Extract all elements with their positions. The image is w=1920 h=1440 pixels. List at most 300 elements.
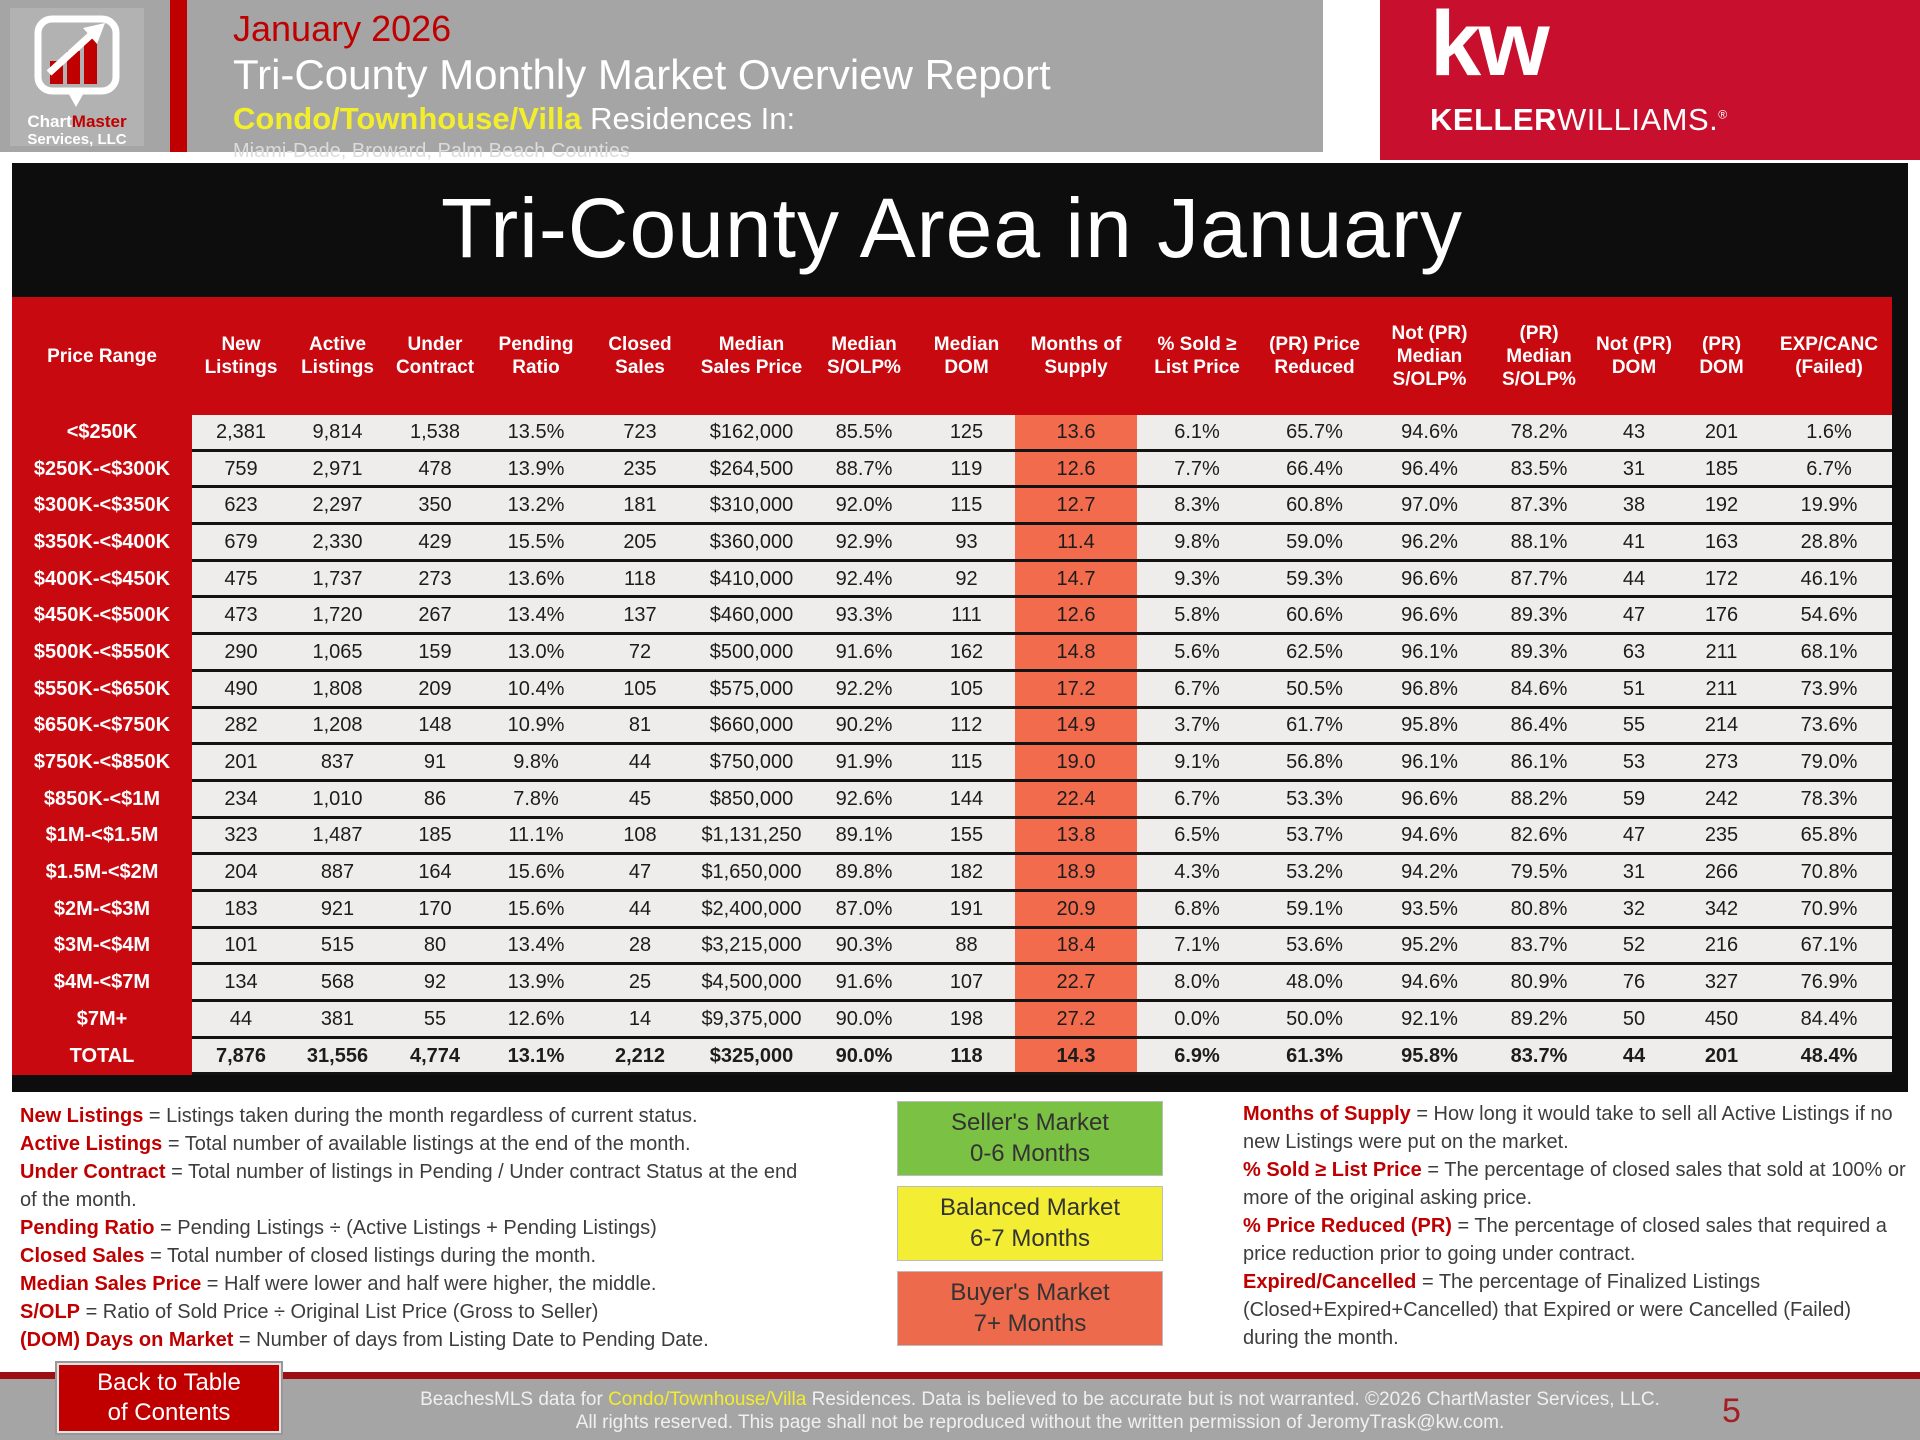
back-to-toc-button[interactable] [57, 1363, 281, 1433]
data-cell: 73.6% [1766, 707, 1892, 744]
data-cell: 204 [192, 854, 290, 891]
footer-divider [0, 1372, 1920, 1379]
data-cell: 6.5% [1137, 817, 1257, 854]
data-cell: 163 [1677, 524, 1766, 561]
data-cell: 55 [1591, 707, 1677, 744]
data-cell: 198 [918, 1001, 1015, 1038]
table-row [12, 487, 1892, 524]
table-row [12, 964, 1892, 1001]
data-cell: 172 [1677, 560, 1766, 597]
data-cell: 192 [1677, 487, 1766, 524]
data-cell: 93.3% [810, 597, 918, 634]
data-cell: $460,000 [693, 597, 810, 634]
data-cell: 95.8% [1372, 1037, 1487, 1074]
table-row [12, 597, 1892, 634]
report-title: Tri-County Monthly Market Overview Report [233, 51, 1051, 98]
header-red-stripe [170, 0, 187, 152]
data-cell: 91 [385, 744, 485, 781]
data-cell: 201 [1677, 415, 1766, 450]
data-cell: 91.6% [810, 634, 918, 671]
data-cell: 76.9% [1766, 964, 1892, 1001]
data-cell: $850,000 [693, 780, 810, 817]
data-cell: 205 [587, 524, 693, 561]
data-cell: 8.0% [1137, 964, 1257, 1001]
data-cell: $360,000 [693, 524, 810, 561]
data-cell: $660,000 [693, 707, 810, 744]
data-cell: 47 [1591, 597, 1677, 634]
data-cell: 290 [192, 634, 290, 671]
data-cell: 9,814 [290, 415, 385, 450]
data-cell: 155 [918, 817, 1015, 854]
column-header: Pending Ratio [485, 297, 587, 415]
data-cell: 89.1% [810, 817, 918, 854]
data-cell: 87.0% [810, 890, 918, 927]
table-row [12, 927, 1892, 964]
data-cell: 95.2% [1372, 927, 1487, 964]
report-month: January 2026 [233, 8, 452, 49]
data-cell: 235 [1677, 817, 1766, 854]
data-cell: 61.7% [1257, 707, 1372, 744]
data-cell: 32 [1591, 890, 1677, 927]
months-of-supply-cell: 27.2 [1015, 1001, 1137, 1038]
data-cell: 887 [290, 854, 385, 891]
months-of-supply-cell: 19.0 [1015, 744, 1137, 781]
data-cell: 85.5% [810, 415, 918, 450]
data-cell: 137 [587, 597, 693, 634]
column-header: Active Listings [290, 297, 385, 415]
data-cell: 101 [192, 927, 290, 964]
data-cell: 4,774 [385, 1037, 485, 1074]
legend-title: Buyer's Market [950, 1279, 1110, 1306]
market-table [12, 297, 1892, 1075]
counties-line: Miami-Dade, Broward, Palm Beach Counties [233, 140, 630, 162]
data-cell: 80.9% [1487, 964, 1591, 1001]
data-cell: 450 [1677, 1001, 1766, 1038]
data-cell: 92.2% [810, 670, 918, 707]
data-cell: 47 [587, 854, 693, 891]
legend-title: Balanced Market [939, 1194, 1121, 1221]
column-header: Median DOM [918, 297, 1015, 415]
definition-text: = How long it would take to sell all Active Listings if no new Listings were put on the market. [1243, 1103, 1893, 1153]
data-cell: 679 [192, 524, 290, 561]
definition-text: = Half were lower and half were higher, the middle. [201, 1273, 657, 1295]
data-cell: 59.0% [1257, 524, 1372, 561]
price-range-cell: $850K-<$1M [12, 780, 192, 817]
data-cell: 86.1% [1487, 744, 1591, 781]
data-cell: 19.9% [1766, 487, 1892, 524]
data-cell: 50.5% [1257, 670, 1372, 707]
keller-williams-logo [1380, 0, 1920, 160]
column-header: Price Range [12, 297, 192, 415]
data-cell: 59 [1591, 780, 1677, 817]
column-header: % Sold ≥ List Price [1137, 297, 1257, 415]
data-cell: 84.6% [1487, 670, 1591, 707]
definitions-left [20, 1102, 798, 1354]
data-cell: 44 [192, 1001, 290, 1038]
data-cell: 96.4% [1372, 450, 1487, 487]
data-cell: 94.6% [1372, 964, 1487, 1001]
data-cell: 1,065 [290, 634, 385, 671]
data-cell: 191 [918, 890, 1015, 927]
table-row [12, 415, 1892, 450]
definition-text: = Total number of listings in Pending / Under contract Status at the end of the month. [20, 1161, 798, 1211]
data-cell: 623 [192, 487, 290, 524]
data-cell: 56.8% [1257, 744, 1372, 781]
subtitle-rest: Residences In: [581, 101, 796, 136]
definition-line [1243, 1156, 1911, 1212]
data-cell: 60.8% [1257, 487, 1372, 524]
data-cell: 90.2% [810, 707, 918, 744]
data-cell: 234 [192, 780, 290, 817]
data-cell: 44 [587, 744, 693, 781]
data-cell: $310,000 [693, 487, 810, 524]
data-cell: 78.2% [1487, 415, 1591, 450]
months-of-supply-cell: 18.4 [1015, 927, 1137, 964]
data-cell: 44 [587, 890, 693, 927]
data-cell: 7.1% [1137, 927, 1257, 964]
data-cell: 53.6% [1257, 927, 1372, 964]
definition-term: Pending Ratio [20, 1217, 155, 1239]
months-of-supply-cell: 14.9 [1015, 707, 1137, 744]
data-cell: 327 [1677, 964, 1766, 1001]
data-cell: 89.3% [1487, 634, 1591, 671]
data-cell: 11.1% [485, 817, 587, 854]
data-cell: 1,737 [290, 560, 385, 597]
data-cell: 53 [1591, 744, 1677, 781]
definition-term: % Price Reduced (PR) [1243, 1215, 1452, 1237]
data-cell: 86.4% [1487, 707, 1591, 744]
price-range-cell: <$250K [12, 415, 192, 450]
data-cell: $575,000 [693, 670, 810, 707]
data-cell: 723 [587, 415, 693, 450]
data-cell: 15.6% [485, 854, 587, 891]
column-header: Closed Sales [587, 297, 693, 415]
months-of-supply-cell: 17.2 [1015, 670, 1137, 707]
data-cell: 108 [587, 817, 693, 854]
data-cell: 87.3% [1487, 487, 1591, 524]
data-cell: 4.3% [1137, 854, 1257, 891]
definition-line [20, 1158, 798, 1214]
data-cell: 201 [192, 744, 290, 781]
column-header: Under Contract [385, 297, 485, 415]
data-cell: 92.4% [810, 560, 918, 597]
data-cell: 45 [587, 780, 693, 817]
data-cell: 105 [587, 670, 693, 707]
data-cell: 568 [290, 964, 385, 1001]
data-cell: 115 [918, 744, 1015, 781]
data-cell: 7.7% [1137, 450, 1257, 487]
column-header: Months of Supply [1015, 297, 1137, 415]
legend-box-sellers [897, 1101, 1163, 1176]
months-of-supply-cell: 12.7 [1015, 487, 1137, 524]
column-header: Median S/OLP% [810, 297, 918, 415]
legend-range: 7+ Months [973, 1310, 1087, 1337]
data-cell: 3.7% [1137, 707, 1257, 744]
definition-term: Months of Supply [1243, 1103, 1411, 1125]
definition-text: = Ratio of Sold Price ÷ Original List Price (Gross to Seller) [80, 1301, 599, 1323]
data-cell: 96.1% [1372, 634, 1487, 671]
data-cell: 1,720 [290, 597, 385, 634]
table-row [12, 524, 1892, 561]
data-cell: 78.3% [1766, 780, 1892, 817]
data-cell: 9.8% [1137, 524, 1257, 561]
data-cell: 41 [1591, 524, 1677, 561]
definition-text: = Total number of available listings at the end of the month. [162, 1133, 691, 1155]
data-cell: 44 [1591, 560, 1677, 597]
data-cell: 13.6% [485, 560, 587, 597]
data-cell: 25 [587, 964, 693, 1001]
months-of-supply-cell: 14.3 [1015, 1037, 1137, 1074]
data-cell: 118 [918, 1037, 1015, 1074]
data-cell: 381 [290, 1001, 385, 1038]
data-cell: 282 [192, 707, 290, 744]
data-cell: 76 [1591, 964, 1677, 1001]
column-header: EXP/CANC (Failed) [1766, 297, 1892, 415]
definition-line [20, 1326, 798, 1354]
data-cell: 1,487 [290, 817, 385, 854]
data-cell: 47 [1591, 817, 1677, 854]
data-cell: 9.8% [485, 744, 587, 781]
data-cell: 211 [1677, 670, 1766, 707]
data-cell: 72 [587, 634, 693, 671]
data-cell: 94.6% [1372, 817, 1487, 854]
data-cell: 86 [385, 780, 485, 817]
data-cell: 183 [192, 890, 290, 927]
data-cell: 83.5% [1487, 450, 1591, 487]
definition-line [1243, 1268, 1911, 1352]
data-cell: 10.9% [485, 707, 587, 744]
data-cell: 43 [1591, 415, 1677, 450]
data-cell: 66.4% [1257, 450, 1372, 487]
data-cell: 92 [918, 560, 1015, 597]
data-cell: 273 [1677, 744, 1766, 781]
definition-line [20, 1298, 798, 1326]
data-cell: 89.2% [1487, 1001, 1591, 1038]
data-cell: 211 [1677, 634, 1766, 671]
price-range-cell: TOTAL [12, 1037, 192, 1074]
data-cell: 96.1% [1372, 744, 1487, 781]
data-cell: 81 [587, 707, 693, 744]
column-header: (PR) Price Reduced [1257, 297, 1372, 415]
data-cell: 185 [1677, 450, 1766, 487]
data-cell: 10.4% [485, 670, 587, 707]
data-cell: $162,000 [693, 415, 810, 450]
data-cell: 342 [1677, 890, 1766, 927]
definition-line [20, 1270, 798, 1298]
data-cell: 65.8% [1766, 817, 1892, 854]
price-range-cell: $250K-<$300K [12, 450, 192, 487]
data-cell: $9,375,000 [693, 1001, 810, 1038]
data-cell: 91.6% [810, 964, 918, 1001]
data-cell: 429 [385, 524, 485, 561]
column-header: Not (PR) Median S/OLP% [1372, 297, 1487, 415]
data-cell: 6.7% [1137, 670, 1257, 707]
column-header: New Listings [192, 297, 290, 415]
data-cell: 82.6% [1487, 817, 1591, 854]
data-cell: 80.8% [1487, 890, 1591, 927]
data-cell: 515 [290, 927, 385, 964]
data-cell: 6.7% [1766, 450, 1892, 487]
data-cell: 13.0% [485, 634, 587, 671]
data-cell: 97.0% [1372, 487, 1487, 524]
definition-line [20, 1130, 798, 1158]
legend-range: 6-7 Months [969, 1225, 1091, 1252]
price-range-cell: $350K-<$400K [12, 524, 192, 561]
data-cell: 115 [918, 487, 1015, 524]
data-cell: 2,330 [290, 524, 385, 561]
definition-term: S/OLP [20, 1301, 81, 1323]
data-cell: 159 [385, 634, 485, 671]
property-type-highlight: Condo/Townhouse/Villa [233, 101, 582, 136]
data-cell: 28 [587, 927, 693, 964]
data-cell: 53.2% [1257, 854, 1372, 891]
data-cell: 2,297 [290, 487, 385, 524]
footer-disclaimer [400, 1388, 1680, 1434]
table-row [12, 854, 1892, 891]
definition-text: = The percentage of Finalized Listings (Closed+Expired+Cancelled) that Expired or were Cancelled (Failed) during the month. [1243, 1271, 1852, 1349]
report-subtitle [233, 100, 1051, 137]
definition-term: Closed Sales [20, 1245, 145, 1267]
data-cell: 15.6% [485, 890, 587, 927]
data-cell: $410,000 [693, 560, 810, 597]
data-cell: 48.0% [1257, 964, 1372, 1001]
data-cell: 5.8% [1137, 597, 1257, 634]
price-range-cell: $1.5M-<$2M [12, 854, 192, 891]
data-cell: 48.4% [1766, 1037, 1892, 1074]
data-cell: 273 [385, 560, 485, 597]
data-cell: 13.2% [485, 487, 587, 524]
column-header: Not (PR) DOM [1591, 297, 1677, 415]
data-cell: 214 [1677, 707, 1766, 744]
data-cell: 6.1% [1137, 415, 1257, 450]
data-cell: 1,208 [290, 707, 385, 744]
data-cell: 96.6% [1372, 597, 1487, 634]
definition-term: Median Sales Price [20, 1273, 202, 1295]
column-header: (PR) Median S/OLP% [1487, 297, 1591, 415]
data-cell: 837 [290, 744, 385, 781]
definition-text: = Listings taken during the month regardless of current status. [143, 1105, 698, 1127]
data-cell: 60.6% [1257, 597, 1372, 634]
data-cell: 182 [918, 854, 1015, 891]
table-row [12, 817, 1892, 854]
legend-range: 0-6 Months [969, 1140, 1091, 1167]
data-cell: 201 [1677, 1037, 1766, 1074]
table-row [12, 1001, 1892, 1038]
definition-line [20, 1102, 798, 1130]
disclaimer-highlight: Condo/Townhouse/Villa [608, 1389, 807, 1410]
data-cell: 148 [385, 707, 485, 744]
data-cell: $1,650,000 [693, 854, 810, 891]
definition-line [20, 1214, 798, 1242]
back-button-line1: Back to Table [97, 1369, 241, 1396]
table-row [12, 634, 1892, 671]
price-range-cell: $500K-<$550K [12, 634, 192, 671]
definition-term: Expired/Cancelled [1243, 1271, 1417, 1293]
data-cell: 63 [1591, 634, 1677, 671]
data-cell: 79.0% [1766, 744, 1892, 781]
data-cell: 9.3% [1137, 560, 1257, 597]
data-cell: $2,400,000 [693, 890, 810, 927]
price-range-cell: $2M-<$3M [12, 890, 192, 927]
total-row [12, 1037, 1892, 1074]
data-cell: 92.9% [810, 524, 918, 561]
data-cell: 91.9% [810, 744, 918, 781]
data-cell: 88.2% [1487, 780, 1591, 817]
data-cell: 28.8% [1766, 524, 1892, 561]
data-cell: 6.9% [1137, 1037, 1257, 1074]
registered-mark: ® [1718, 107, 1728, 122]
data-cell: 144 [918, 780, 1015, 817]
data-cell: 6.8% [1137, 890, 1257, 927]
price-range-cell: $1M-<$1.5M [12, 817, 192, 854]
data-cell: 13.1% [485, 1037, 587, 1074]
data-cell: 12.6% [485, 1001, 587, 1038]
data-cell: 73.9% [1766, 670, 1892, 707]
months-of-supply-cell: 13.8 [1015, 817, 1137, 854]
data-cell: 31 [1591, 450, 1677, 487]
data-cell: 267 [385, 597, 485, 634]
definition-term: Under Contract [20, 1161, 166, 1183]
data-cell: 90.3% [810, 927, 918, 964]
data-cell: 90.0% [810, 1037, 918, 1074]
data-cell: 9.1% [1137, 744, 1257, 781]
data-cell: 65.7% [1257, 415, 1372, 450]
chartmaster-logo [10, 8, 144, 146]
data-cell: 53.3% [1257, 780, 1372, 817]
data-cell: 323 [192, 817, 290, 854]
definition-text: = Number of days from Listing Date to Pending Date. [233, 1329, 709, 1351]
months-of-supply-cell: 11.4 [1015, 524, 1137, 561]
data-cell: 92.6% [810, 780, 918, 817]
page-number: 5 [1722, 1392, 1741, 1430]
months-of-supply-cell: 14.8 [1015, 634, 1137, 671]
months-of-supply-cell: 18.9 [1015, 854, 1137, 891]
data-cell: 84.4% [1766, 1001, 1892, 1038]
data-cell: 185 [385, 817, 485, 854]
price-range-cell: $750K-<$850K [12, 744, 192, 781]
table-row [12, 744, 1892, 781]
data-cell: 490 [192, 670, 290, 707]
data-cell: 61.3% [1257, 1037, 1372, 1074]
data-cell: 80 [385, 927, 485, 964]
data-cell: 46.1% [1766, 560, 1892, 597]
banner-title: Tri-County Area in January [441, 181, 1463, 275]
data-cell: 216 [1677, 927, 1766, 964]
data-cell: 13.4% [485, 597, 587, 634]
data-cell: $325,000 [693, 1037, 810, 1074]
definition-term: % Sold ≥ List Price [1243, 1159, 1422, 1181]
price-range-cell: $650K-<$750K [12, 707, 192, 744]
data-cell: 92 [385, 964, 485, 1001]
data-cell: $4,500,000 [693, 964, 810, 1001]
definition-term: New Listings [20, 1105, 144, 1127]
price-range-cell: $450K-<$500K [12, 597, 192, 634]
data-cell: 475 [192, 560, 290, 597]
table-row [12, 890, 1892, 927]
data-cell: 83.7% [1487, 927, 1591, 964]
data-cell: 759 [192, 450, 290, 487]
data-cell: 13.5% [485, 415, 587, 450]
data-cell: 478 [385, 450, 485, 487]
data-cell: 31,556 [290, 1037, 385, 1074]
data-cell: 242 [1677, 780, 1766, 817]
chartmaster-logo-icon [33, 15, 121, 111]
price-range-cell: $400K-<$450K [12, 560, 192, 597]
data-cell: 93 [918, 524, 1015, 561]
definition-line [1243, 1100, 1911, 1156]
data-cell: 89.3% [1487, 597, 1591, 634]
column-header: (PR) DOM [1677, 297, 1766, 415]
